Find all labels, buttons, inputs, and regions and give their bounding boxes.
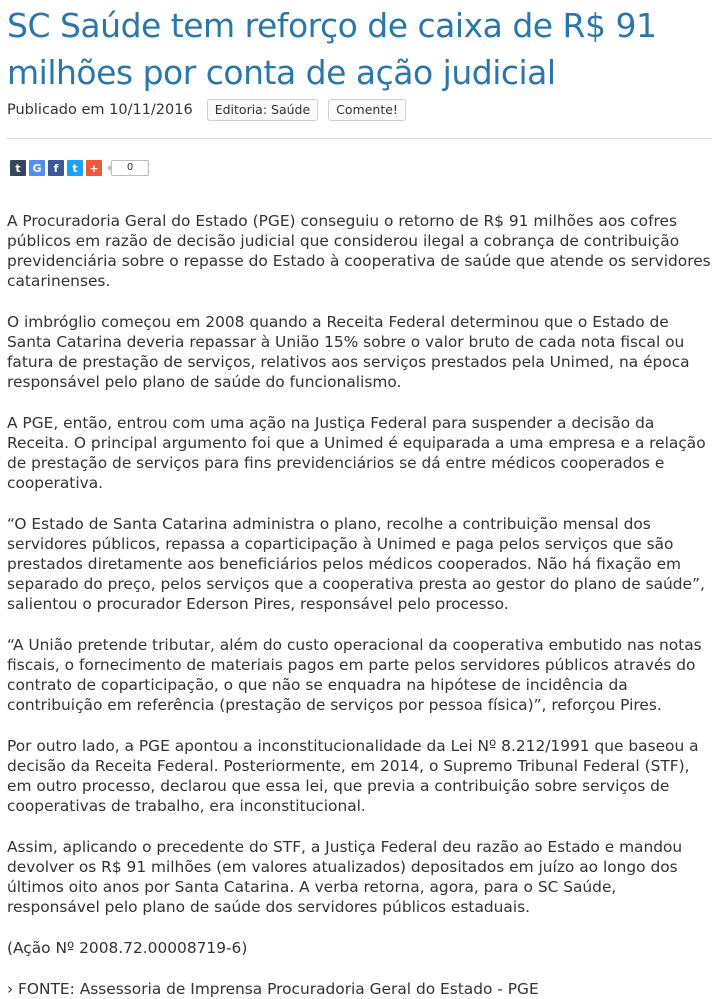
- divider: [7, 138, 712, 139]
- source-credit: › FONTE: Assessoria de Imprensa Procuradoria Geral do Estado - PGE: [7, 980, 539, 998]
- tumblr-icon[interactable]: t: [10, 160, 26, 176]
- comment-button[interactable]: Comente!: [328, 99, 406, 121]
- published-date: Publicado em 10/11/2016: [7, 102, 193, 118]
- article-meta: [7, 98, 712, 122]
- share-bar: [10, 159, 712, 177]
- paragraph: A Procuradoria Geral do Estado (PGE) conseguiu o retorno de R$ 91 milhões aos cofres públicos em razão de decisão judicial que considerou ilegal a cobrança de contribuição previdenciária sobre o repasse do Estado à cooperativa de saúde que atende os servidores catarinenses.: [7, 212, 711, 290]
- paragraph: “A União pretende tributar, além do custo operacional da cooperativa embutido nas notas fiscais, o fornecimento de materiais pagos em parte pelos servidores públicos através do contrato de coparticipação, o que não se enquadra na hipótese de incidência da contribuição em referência (prestação de serviços por pessoa física)”, reforçou Pires.: [7, 636, 702, 714]
- paragraph: (Ação Nº 2008.72.00008719-6): [7, 939, 248, 957]
- paragraph: “O Estado de Santa Catarina administra o plano, recolhe a contribuição mensal dos servidores públicos, repassa a coparticipação à Unimed e paga pelos serviços que são prestados diretamente aos beneficiários pelos médicos cooperados. Não há fixação em separado do preço, pelos serviços que a cooperativa presta ao gestor do plano de saúde”, salientou o procurador Ederson Pires, responsável pelo processo.: [7, 515, 705, 613]
- share-counter: 0: [111, 160, 149, 176]
- paragraph: Assim, aplicando o precedente do STF, a Justiça Federal deu razão ao Estado e mandou devolver os R$ 91 milhões (em valores atualizados) depositados em juízo ao longo dos últimos oito anos por Santa Catarina. A verba retorna, agora, para o SC Saúde, responsável pelo plano de saúde dos servidores públicos estaduais.: [7, 838, 683, 916]
- paragraph: A PGE, então, entrou com uma ação na Justiça Federal para suspender a decisão da Receita. O principal argumento foi que a Unimed é equiparada a uma empresa e a relação de prestação de serviços para fins previdenciários se dá entre médicos cooperados e cooperativa.: [7, 414, 706, 492]
- article-body: [7, 211, 712, 999]
- google-icon[interactable]: G: [29, 160, 45, 176]
- article-title: SC Saúde tem reforço de caixa de R$ 91 milhões por conta de ação judicial: [7, 6, 657, 92]
- facebook-icon[interactable]: f: [48, 160, 64, 176]
- paragraph: O imbróglio começou em 2008 quando a Receita Federal determinou que o Estado de Santa Catarina deveria repassar à União 15% sobre o valor bruto de cada nota fiscal ou fatura de prestação de serviços, relativos aos serviços prestados pela Unimed, na época responsável pelo plano de saúde do funcionalismo.: [7, 313, 690, 391]
- paragraph: Por outro lado, a PGE apontou a inconstitucionalidade da Lei Nº 8.212/1991 que baseou a decisão da Receita Federal. Posteriormente, em 2014, o Supremo Tribunal Federal (STF), em outro processo, declarou que essa lei, que previa a contribuição sobre serviços de cooperativas de trabalho, era inconstitucional.: [7, 737, 699, 815]
- share-more-icon[interactable]: +: [86, 160, 102, 176]
- twitter-icon[interactable]: t: [67, 160, 83, 176]
- editoria-tag[interactable]: Editoria: Saúde: [207, 99, 318, 121]
